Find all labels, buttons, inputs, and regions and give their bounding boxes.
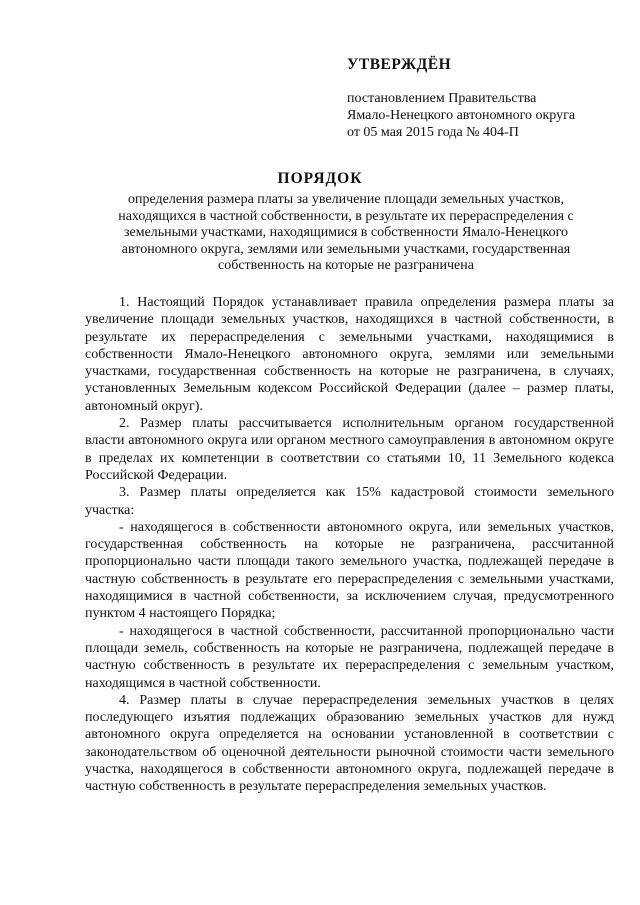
document-title: ПОРЯДОК — [277, 170, 363, 187]
document-subtitle: определения размера платы за увеличение площади земельных участков, находящихся в частной собственности, в результате их перераспределения с земельными участками, находящимися в собственности Ямало-Ненецкого автономного округа, землями или земельными участками, государственная собственность на которые не разграничена — [118, 192, 574, 273]
paragraph-3-item-1: - находящегося в собственности автономного округа, или земельных участков, государственная собственность на которые не разграничена, рассчитанной пропорционально части площади такого земельного участка, подлежащей передаче в частную собственность в результате его перераспределения с земельными участками, находящимися в частной собственности, за исключением случая, предусмотренного пунктом 4 настоящего Порядка; — [85, 519, 614, 622]
paragraph-3-item-2: - находящегося в частной собственности, рассчитанной пропорционально части площади земель, собственность на которые не разграничена, подлежащей передаче в частную собственность в результате их перераспределения с земельным участком, находящимся в частной собственности. — [85, 623, 614, 691]
approval-line-1: постановлением Правительства — [347, 91, 537, 106]
approval-block — [347, 56, 617, 141]
paragraph-4: 4. Размер платы в случае перераспределения земельных участков в целях последующего изъятия подлежащих образованию земельных участков для нужд автономного округа определяется на основании установленной в соответствии с законодательством об оценочной деятельности рыночной стоимости части земельного участка, находящегося в собственности автономного округа, подлежащей передаче в частную собственность в результате перераспределения земельных участков. — [85, 692, 614, 795]
document-body — [85, 294, 614, 796]
approval-line-2: Ямало-Ненецкого автономного округа — [347, 108, 576, 123]
approval-line-3: от 05 мая 2015 года № 404-П — [347, 125, 519, 140]
paragraph-2: 2. Размер платы рассчитывается исполнительным органом государственной власти автономного округа или органом местного самоуправления в автономном округе в пределах их компетенции в соответствии со статьями 10, 11 Земельного кодекса Российской Федерации. — [85, 416, 614, 483]
paragraph-1: 1. Настоящий Порядок устанавливает правила определения размера платы за увеличение площади земельных участков, находящихся в частной собственности, в результате их перераспределения с земельными участками, находящимися в собственности Ямало-Ненецкого автономного округа, землями или земельными участками, государственная собственность на которые не разграничена, в случаях, установленных Земельным кодексом Российской Федерации (далее – размер платы, автономный округ). — [85, 295, 614, 414]
approval-heading: УТВЕРЖДЁН — [347, 56, 452, 73]
paragraph-3: 3. Размер платы определяется как 15% кадастровой стоимости земельного участка: — [85, 485, 614, 518]
